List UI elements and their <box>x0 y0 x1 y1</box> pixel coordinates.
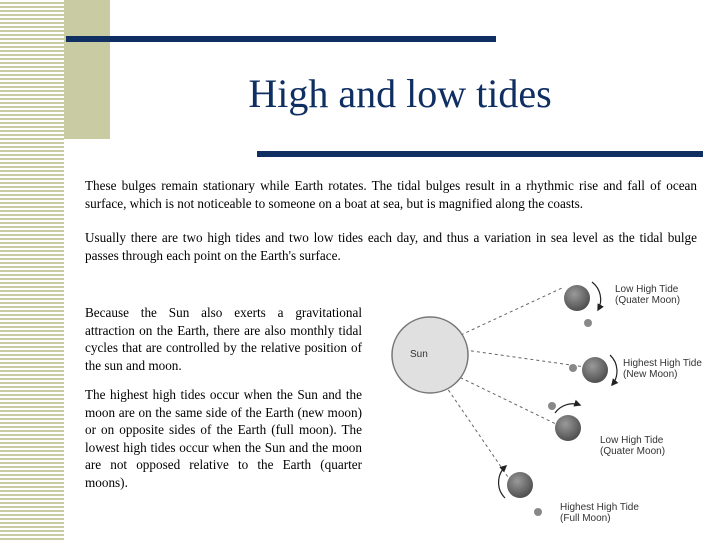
label-quarter-moon-top-line2: (Quater Moon) <box>615 295 681 306</box>
ray-quarter-moon-top <box>450 288 562 340</box>
label-full-moon-line1: Highest High Tide <box>560 502 639 513</box>
paragraph-monthly-cycles: Because the Sun also exerts a gravitational attraction on the Earth, there are also monthly tidal cycles that are controlled by the relative position of the sun and moon. <box>85 305 362 373</box>
tide-diagram <box>380 270 710 530</box>
ray-full-moon <box>445 385 510 480</box>
earth-quarter-moon-top <box>564 282 601 327</box>
moon-circle <box>569 364 577 372</box>
orbit-arrow <box>499 466 506 498</box>
moon-circle <box>584 319 592 327</box>
slide-title: High and low tides <box>248 71 552 116</box>
paragraph-bulges: These bulges remain stationary while Earth rotates. The tidal bulges result in a rhythmic rise and fall of ocean surface, which is not noticeable to someone on a boat at sea, but is magnified along the coasts. <box>85 178 697 211</box>
label-quarter-moon-bottom-line2: (Quater Moon) <box>600 446 666 457</box>
earth-new-moon <box>569 355 617 385</box>
label-full-moon-line2: (Full Moon) <box>560 513 611 524</box>
moon-circle <box>548 402 556 410</box>
sun-label: Sun <box>410 349 428 360</box>
sun-circle <box>392 317 468 393</box>
paragraph-daily-tides: Usually there are two high tides and two low tides each day, and thus a variation in sea level as the tidal bulge passes through each point on the Earth's surface. <box>85 230 697 263</box>
label-new-moon-line2: (New Moon) <box>623 369 678 380</box>
earth-circle <box>564 285 590 311</box>
moon-circle <box>534 508 542 516</box>
label-quarter-moon-bottom-line1: Low High Tide <box>600 435 664 446</box>
earth-circle <box>507 472 533 498</box>
ray-quarter-moon-bottom <box>455 375 558 425</box>
orbit-arrow <box>610 355 617 385</box>
earth-circle <box>582 357 608 383</box>
paragraph-highest-tides: The highest high tides occur when the Sun and the moon are on the same side of the Earth (new moon) or on opposite sides of the Earth (full moon). The lowest high tides occur when the Sun and the moon are not opposed relative to the Earth (quarter moons). <box>85 387 362 490</box>
decorative-stripe <box>0 0 64 540</box>
title-rule-bottom <box>257 151 703 157</box>
earth-full-moon <box>499 466 542 516</box>
earth-quarter-moon-bottom <box>548 402 581 441</box>
orbit-arrow <box>592 282 601 310</box>
title-rule-top <box>66 36 496 42</box>
label-quarter-moon-top-line1: Low High Tide <box>615 284 679 295</box>
label-new-moon-line1: Highest High Tide <box>623 358 702 369</box>
sun-rays <box>445 288 592 480</box>
earth-circle <box>555 415 581 441</box>
decorative-block <box>64 0 110 139</box>
orbit-arrow <box>555 404 580 413</box>
